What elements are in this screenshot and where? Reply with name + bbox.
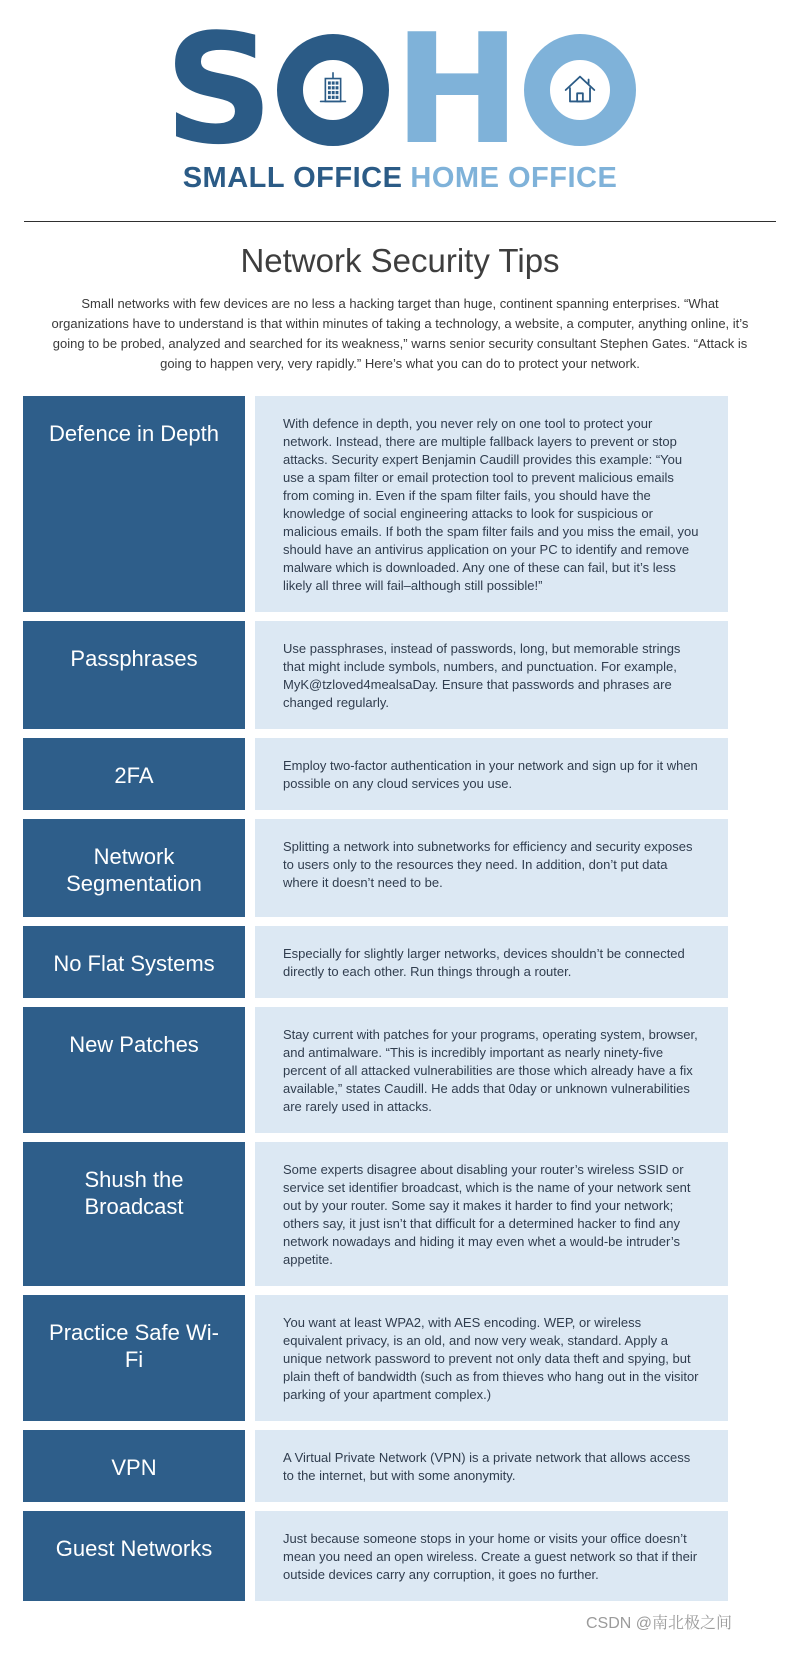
tip-body-text: Just because someone stops in your home or visits your office doesn’t mean you need an open wireless. Create a guest network so that if their outside devices carry any corruption, it goes no further. [283,1531,698,1582]
watermark: CSDN @南北极之间 [585,1615,732,1632]
page-title: Network Security Tips [240,242,560,279]
tip-title: VPN [23,1430,245,1502]
tip-title: New Patches [23,1007,245,1133]
tip-body-text: A Virtual Private Network (VPN) is a private network that allows access to the internet, but with some anonymity. [283,1450,691,1483]
building-icon [312,69,354,111]
tip-body-text: With defence in depth, you never rely on one tool to protect your network. Instead, there are multiple fallback layers to prevent or stop attacks. Security expert Benjamin Caudill provides this example: “You use a spam filter or email protection tool to prevent malicious emails from coming in. Even if the spam filter fails, you should have the knowledge of social engineering attacks to look for suspicious or malicious emails. If both the spam filter fails and you miss the email, you should have an antivirus application on your PC to identify and remove malware which is downloaded. Any one of these can fail, but it’s less likely all three will fail–although still possible!” [283,416,699,593]
tip-body-text: Some experts disagree about disabling your router’s wireless SSID or service set identifier broadcast, which is the name of your network sent out by your router. Some say it makes it harder to find your network; others say, it just isn’t that difficult for a determined hacker to find any network nowadays and hiding it may even whet a would-be intruder’s appetite. [283,1162,691,1267]
tip-body [255,1430,728,1502]
tip-body [255,1007,728,1133]
tip-body [255,1511,728,1601]
tip-body [255,1142,728,1286]
tip-body [255,396,728,612]
tip-row-shush-the-broadcast [23,1142,728,1286]
tip-body [255,1295,728,1421]
tip-row-network-segmentation [23,819,728,917]
tip-body [255,738,728,810]
soho-logo [0,0,800,195]
tip-title: 2FA [23,738,245,810]
tip-title: Practice Safe Wi-Fi [23,1295,245,1421]
tip-title: Guest Networks [23,1511,245,1601]
tip-body-text: You want at least WPA2, with AES encoding. WEP, or wireless equivalent privacy, is an old, and now very weak, standard. Apply a unique network password to prevent not only data theft and spying, but plain theft of bandwidth (such as from thieves who hang out in the visitor parking of your apartment complex.) [283,1315,699,1402]
tip-body [255,621,728,729]
logo-tagline [0,162,800,195]
tips-table [23,396,728,1601]
tip-row-2fa [23,738,728,810]
logo-o-house [524,34,636,146]
tip-row-no-flat-systems [23,926,728,998]
tip-body-text: Stay current with patches for your programs, operating system, browser, and antimalware. “This is incredibly important as nearly ninety-five percent of all attacked vulnerabilities are those which already have a fix available,” states Caudill. He adds that 0day or unknown vulnerabilities are rarely used in attacks. [283,1027,698,1114]
tip-row-new-patches [23,1007,728,1133]
logo-o-building [277,34,389,146]
tip-body-text: Use passphrases, instead of passwords, long, but memorable strings that might include symbols, numbers, and punctuation. For example, MyK@tzloved4mealsaDay. Ensure that passwords and phrases are changed regularly. [283,641,681,710]
intro-text: Small networks with few devices are no less a hacking target than huge, continent spanning enterprises. “What organizations have to understand is that within minutes of taking a technology, a website, a computer, anything online, it’s going to be probed, analyzed and searched for its weakness,” warns senior security consultant Stephen Gates. “Attack is going to happen very, very rapidly.” Here’s what you can do to protect your network. [51,296,749,371]
tip-title: Shush the Broadcast [23,1142,245,1286]
tagline-small-office: SMALL OFFICE [182,162,403,194]
tip-title: No Flat Systems [23,926,245,998]
logo-letter-h: H [393,1,519,178]
house-icon [559,69,601,111]
tip-row-practice-safe-wifi [23,1295,728,1421]
tip-title: Passphrases [23,621,245,729]
tip-body-text: Employ two-factor authentication in your network and sign up for it when possible on any cloud services you use. [283,758,698,791]
tagline-home-office: HOME OFFICE [410,162,618,194]
tip-title: Defence in Depth [23,396,245,612]
tip-row-guest-networks [23,1511,728,1601]
tip-row-vpn [23,1430,728,1502]
tip-row-passphrases [23,621,728,729]
logo-letter-s: S [164,1,272,178]
divider-line [24,221,776,222]
tip-row-defence-in-depth [23,396,728,612]
tip-title: Network Segmentation [23,819,245,917]
tip-body [255,926,728,998]
tip-body-text: Especially for slightly larger networks, devices shouldn’t be connected directly to each other. Run things through a router. [283,946,685,979]
tip-body [255,819,728,917]
tip-body-text: Splitting a network into subnetworks for efficiency and security exposes to users only to the resources they need. In addition, don’t put data where it doesn’t need to be. [283,839,693,890]
